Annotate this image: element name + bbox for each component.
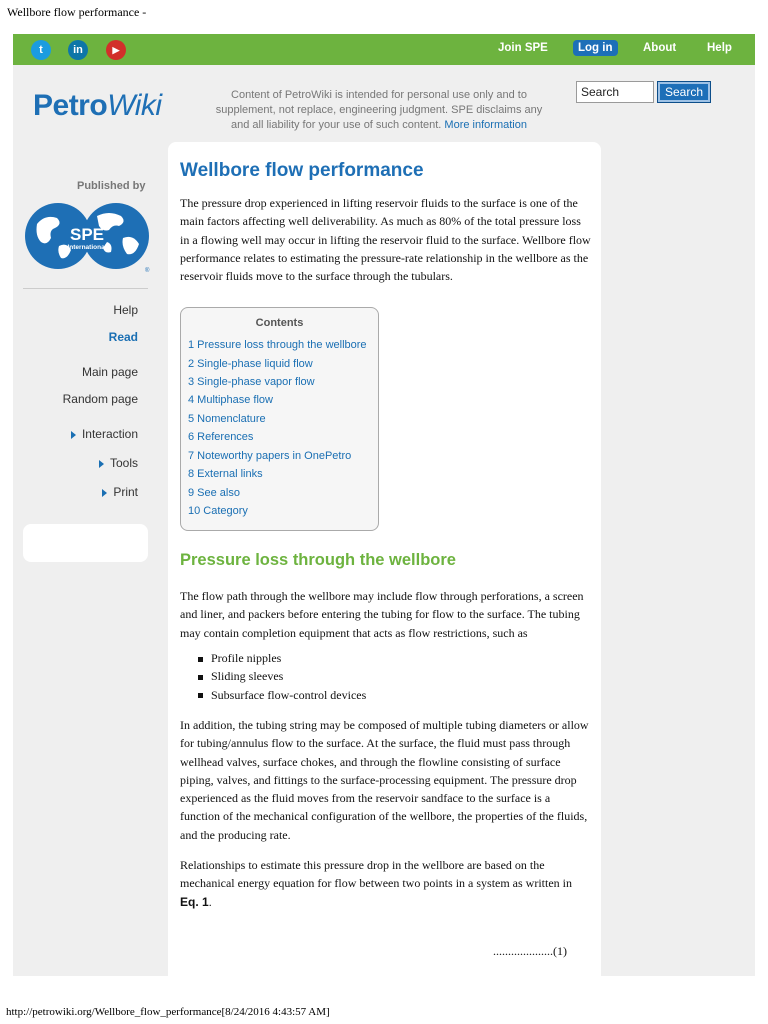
disclaimer [213,88,545,133]
top-navigation-bar [13,34,755,65]
search-input[interactable]: Search [576,81,654,103]
logo-wiki-text: Wiki [107,89,162,122]
toc-item[interactable]: 10 Category [188,504,248,517]
expand-arrow-icon [71,431,76,439]
bullet-list [198,649,366,704]
list-item [198,686,366,704]
section-paragraph: The flow path through the wellbore may include flow through perforations, a screen and liner, and packers before entering the tubing for flow to the surface. The tubing may contain completion equipment that acts as flow restrictions, such as [180,589,584,640]
published-by-label: Published by [77,180,146,192]
print-header: Wellbore flow performance - [7,5,147,19]
toc-item[interactable]: 1 Pressure loss through the wellbore [188,339,367,351]
join-spe-link[interactable]: Join SPE [498,42,548,54]
page-frame [13,34,755,976]
youtube-icon[interactable]: ▶ [106,40,126,60]
list-item-text: Sliding sleeves [211,669,284,684]
section-paragraph: In addition, the tubing string may be composed of multiple tubing diameters or allow for tubing/annulus flow to the surface. At the surface, the fluid must pass through wellhead valves, surface chokes, and through the flowline consisting of surface piping, valves, and fittings to the surface-processing equipment. The pressure drop experienced as the fluid moves from the reservoir sandface to the surface is a function of the mechanical configuration of the wellbore, the properties of the fluids, and the producing rate. [180,718,589,842]
toc-title: Contents [255,317,304,329]
sidebar-empty-box [23,524,148,562]
sidebar-item-read[interactable]: Read [108,330,138,344]
spe-logo-subtext: International [67,244,107,251]
section-heading: Pressure loss through the wellbore [180,551,456,569]
page-title: Wellbore flow performance [180,160,424,181]
sidebar-print-label: Print [113,485,138,499]
expand-arrow-icon [102,489,107,497]
list-item [198,649,366,667]
help-link[interactable]: Help [707,42,732,54]
toc-item[interactable]: 4 Multiphase flow [188,394,273,406]
list-item-text: Profile nipples [211,651,282,665]
sidebar-item-tools[interactable] [99,456,138,470]
about-link[interactable]: About [643,42,677,54]
expand-arrow-icon [99,460,104,468]
section-paragraph-text: Relationships to estimate this pressure drop in the wellbore are based on the mechanical energy equation for flow between two points in a system as written in [180,858,573,891]
intro-paragraph: The pressure drop experienced in lifting reservoir fluids to the surface is one of the main factors affecting well deliverability. As much as 80% of the total pressure loss in a flowing well may occur in lifting the reservoir fluid to the surface. Wellbore flow performance relates to estimating the pressure-rate relationship in the wellbore as the reservoir fluids move to the surface through the tubulars. [180,196,591,284]
toc-item[interactable]: 5 Nomenclature [188,412,266,425]
toc-item[interactable]: 8 External links [188,468,263,480]
sidebar-item-help[interactable]: Help [113,303,138,317]
more-information-link[interactable]: More information [444,119,527,131]
equation-number: ....................(1) [493,944,567,958]
logo-petro-text: Petro [33,89,108,122]
sidebar-interaction-label: Interaction [81,427,138,441]
spe-logo[interactable] [23,202,153,274]
registered-mark: ® [145,268,150,274]
sidebar-tools-label: Tools [109,456,138,470]
article-content [168,142,601,976]
table-of-contents [180,307,379,531]
spe-logo-text: SPE [69,225,105,244]
sidebar-divider [23,288,148,289]
toc-item[interactable]: 2 Single-phase liquid flow [188,357,313,370]
toc-item[interactable]: 7 Noteworthy papers in OnePetro [188,449,352,462]
toc-item[interactable]: 3 Single-phase vapor flow [188,376,315,388]
section-paragraph [180,856,592,911]
period: . [208,894,212,909]
login-button[interactable]: Log in [573,40,618,56]
print-footer-url: http://petrowiki.org/Wellbore_flow_performance[8/24/2016 4:43:57 AM] [6,1006,330,1018]
list-item [198,667,366,685]
twitter-icon[interactable]: t [31,40,51,60]
search-button[interactable]: Search [657,81,711,103]
sidebar-item-main-page[interactable]: Main page [81,365,138,379]
sidebar-item-print[interactable] [102,485,138,499]
sidebar-item-random-page[interactable]: Random page [62,392,138,406]
list-item-text: Subsurface flow-control devices [211,687,367,702]
linkedin-icon[interactable]: in [68,40,88,60]
sidebar-item-interaction[interactable] [71,427,138,441]
disclaimer-text: Content of PetroWiki is intended for personal use only and to supplement, not replace, engineering judgment. SPE disclaims any and all liability for your use of such content. [215,89,543,131]
petrowiki-logo[interactable] [33,89,162,123]
toc-item[interactable]: 6 References [188,431,254,443]
equation-reference-link[interactable]: Eq. 1 [180,894,209,909]
toc-item[interactable]: 9 See also [188,486,240,499]
